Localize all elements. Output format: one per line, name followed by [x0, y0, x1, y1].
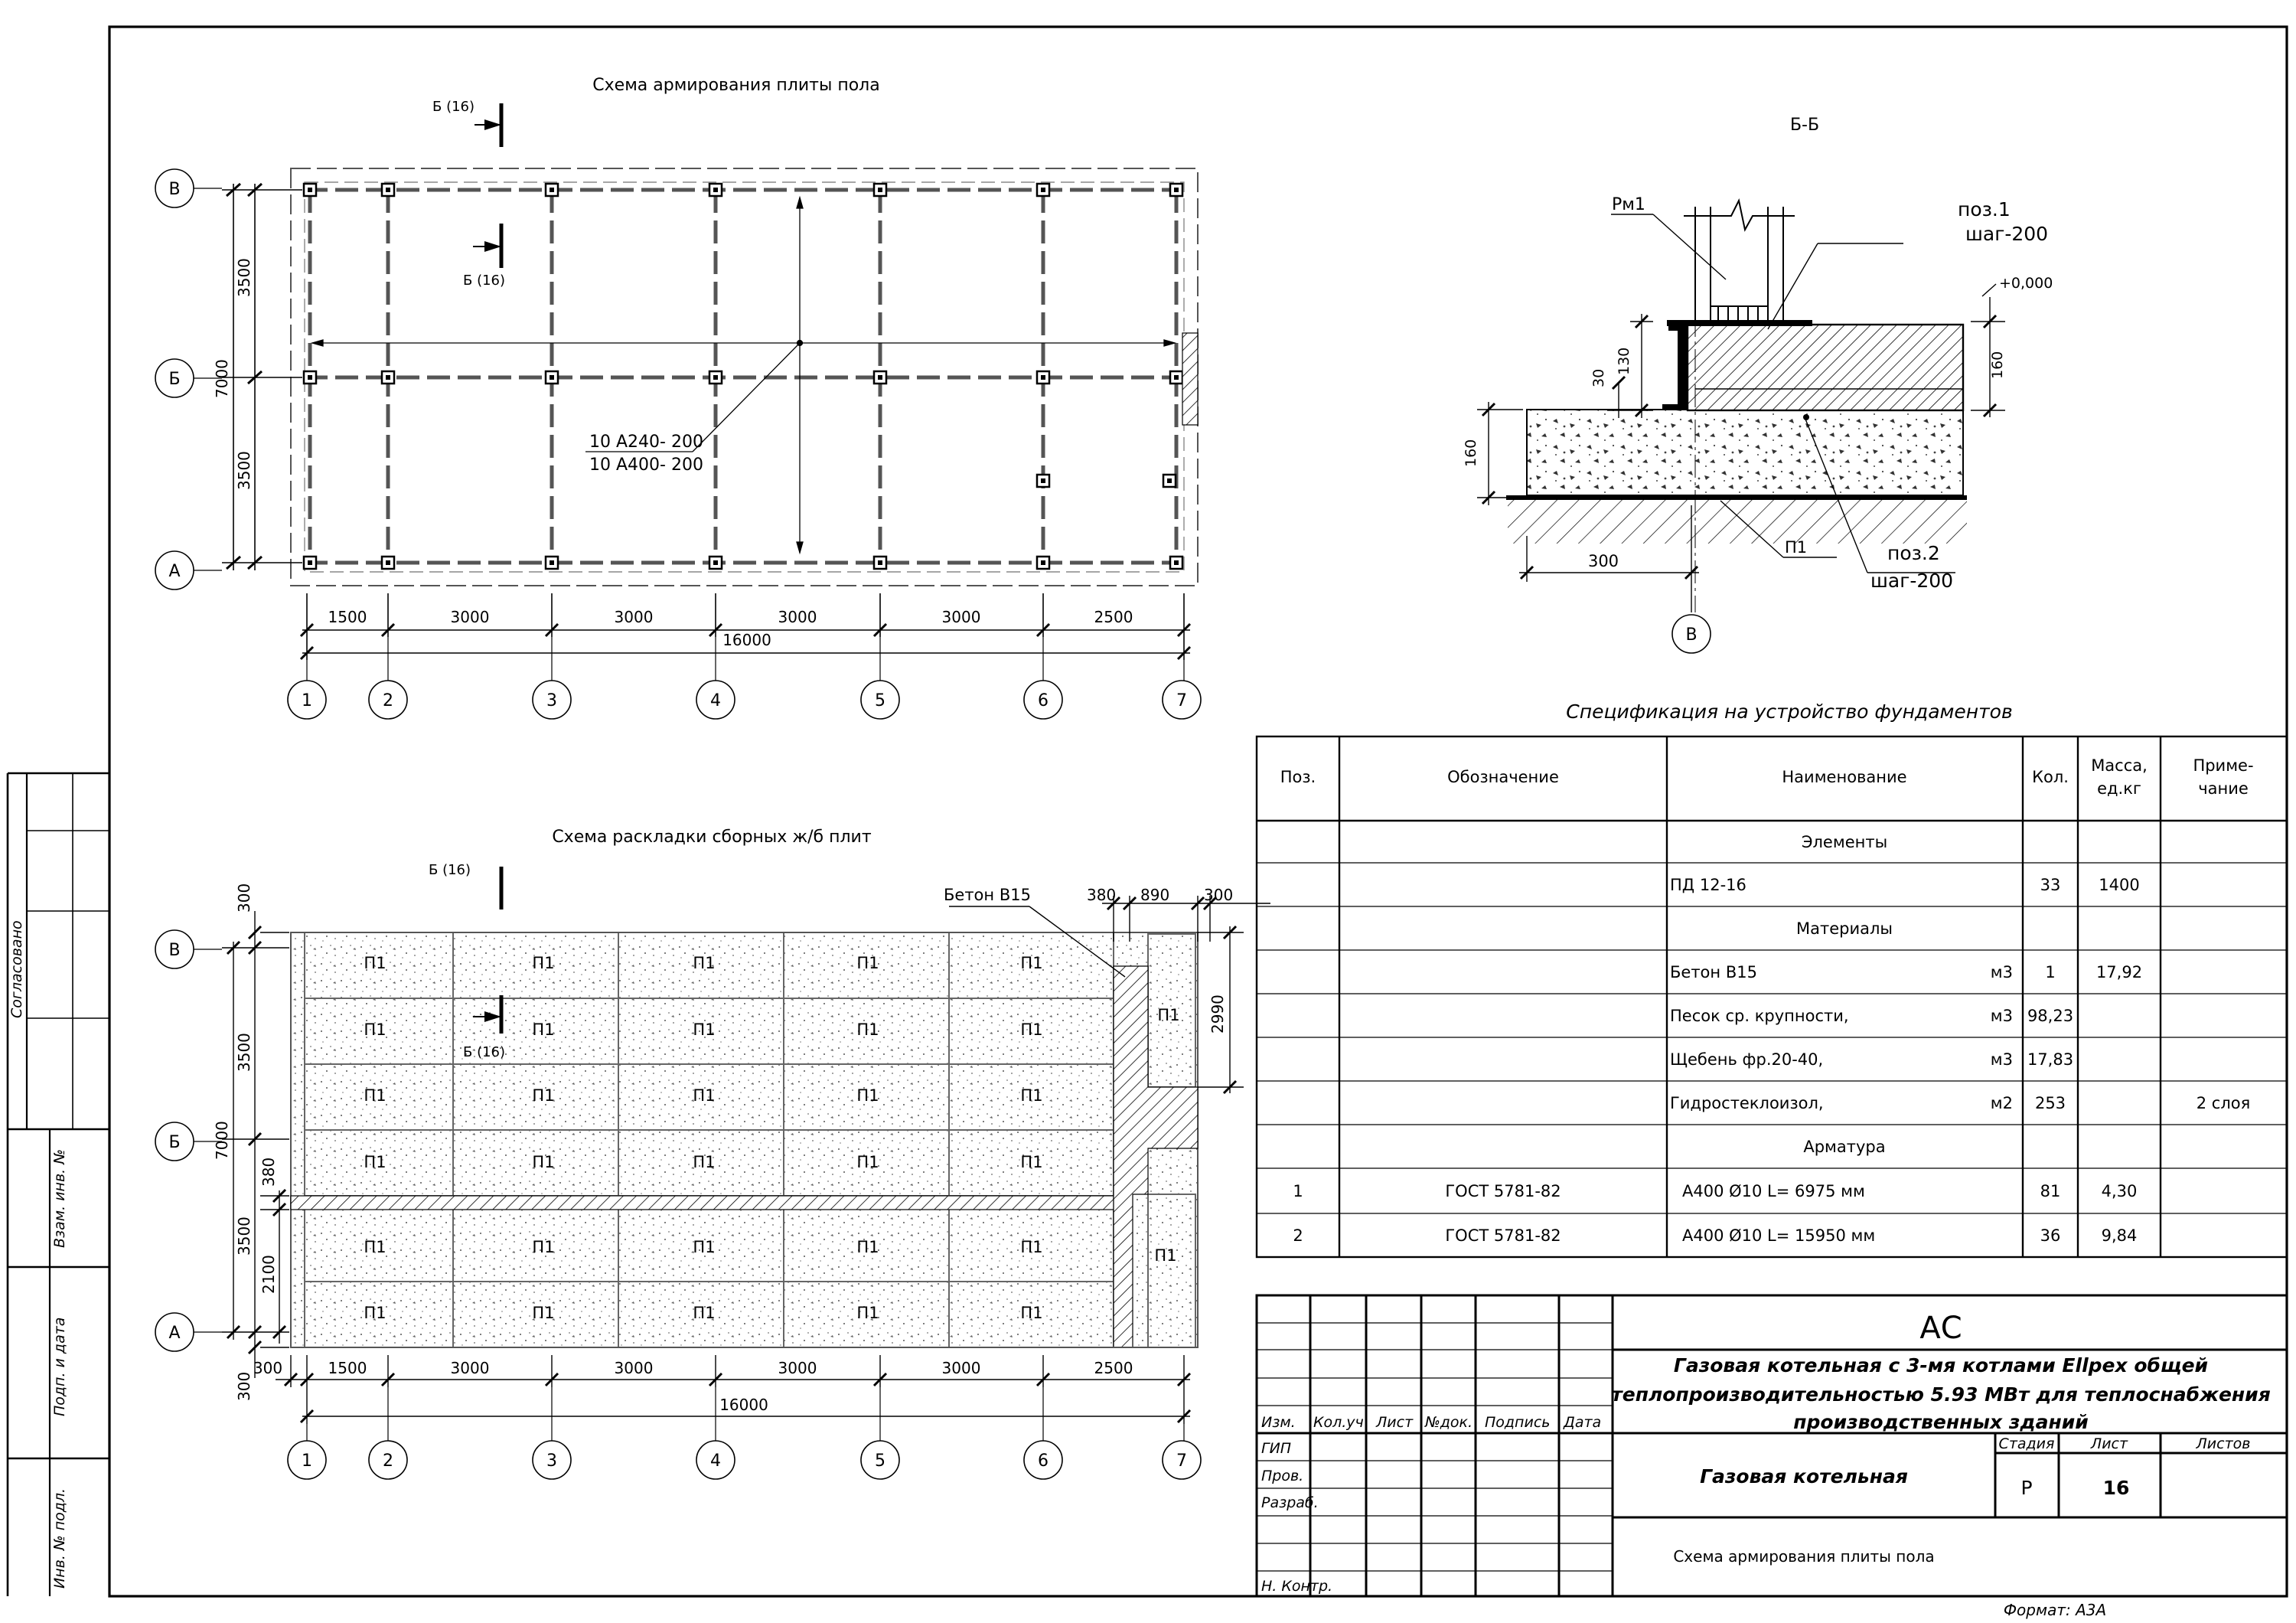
label-pos2: поз.2 — [1887, 542, 1940, 564]
dim-span-2: 3000 — [450, 608, 490, 626]
dim-3500: 3500 — [235, 258, 253, 297]
plan1-title: Схема армирования плиты пола — [592, 76, 880, 95]
row-r1-qty: 81 — [2040, 1182, 2061, 1200]
row-r1-name: А400 Ø10 L= 6975 мм — [1682, 1182, 1865, 1200]
row-hydro-qty: 253 — [2034, 1094, 2066, 1112]
axis-row-b: Б — [168, 370, 181, 389]
dim-30: 30 — [1590, 368, 1607, 387]
row-r1-pos: 1 — [1293, 1182, 1303, 1200]
slab-label: П1 — [1154, 1246, 1177, 1265]
axis-row-v: В — [168, 180, 181, 199]
label-p1: П1 — [1785, 538, 1808, 557]
slab-label: П1 — [1020, 1020, 1043, 1039]
axis-col-5: 5 — [875, 691, 885, 710]
dim-300-top: 300 — [1204, 886, 1234, 904]
slab-label: П1 — [1020, 1304, 1043, 1322]
axis-col-7: 7 — [1176, 691, 1187, 710]
slab-label: П1 — [364, 1238, 386, 1256]
row-r1-designation: ГОСТ 5781-82 — [1445, 1182, 1561, 1200]
row-pd-name: ПД 12-16 — [1670, 876, 1746, 894]
slab-label: П1 — [1020, 1238, 1043, 1256]
stamp-sheet: 16 — [2102, 1477, 2130, 1499]
row-r2-pos: 2 — [1293, 1226, 1303, 1245]
group-materials: Материалы — [1796, 919, 1893, 938]
slab-label: П1 — [364, 1086, 386, 1105]
row-pd-qty: 33 — [2040, 876, 2061, 894]
th-mass-1: Масса, — [2091, 756, 2148, 775]
dim-span-2: 3000 — [450, 1359, 490, 1377]
label-level: +0,000 — [1999, 275, 2053, 292]
dim-380-top: 380 — [1087, 886, 1117, 904]
row-hydro-name: Гидростеклоизол, — [1670, 1094, 1824, 1112]
section-mark-label: Б (16) — [463, 1044, 506, 1060]
rebar-label-2: 10 А400- 200 — [589, 456, 703, 475]
group-elements: Элементы — [1801, 833, 1888, 851]
side-podp: Подп. и дата — [51, 1317, 68, 1416]
axis-col-1: 1 — [302, 1452, 312, 1471]
stamp-sheets-label: Листов — [2196, 1435, 2251, 1452]
section-mark-label: Б (16) — [429, 862, 471, 878]
row-hydro-unit: м2 — [1990, 1094, 2013, 1112]
slab-label: П1 — [693, 1238, 716, 1256]
dim-span-1: 1500 — [328, 608, 367, 626]
axis-col-4: 4 — [710, 691, 721, 710]
slab-label: П1 — [856, 954, 879, 972]
dim-130: 130 — [1616, 347, 1632, 375]
row-gravel-unit: м3 — [1990, 1050, 2013, 1069]
slab-label: П1 — [364, 1153, 386, 1171]
slab-label: П1 — [693, 1086, 716, 1105]
row-sand-qty: 98,23 — [2027, 1007, 2074, 1025]
axis-col-2: 2 — [383, 1452, 393, 1471]
slab-label: П1 — [693, 1153, 716, 1171]
slab-label: П1 — [532, 1238, 555, 1256]
label-rm1: Рм1 — [1612, 195, 1645, 214]
row-gravel-qty: 17,83 — [2027, 1050, 2074, 1069]
label-step2: шаг-200 — [1870, 570, 1954, 592]
axis-col-1: 1 — [302, 691, 312, 710]
stamp-col-date: Дата — [1564, 1414, 1602, 1431]
dim-160-bed: 160 — [1463, 439, 1479, 467]
axis-row-a: А — [168, 562, 181, 581]
dim-300-left: 300 — [235, 883, 253, 913]
stamp-col-sign: Подпись — [1485, 1414, 1551, 1431]
dim-span-4: 3000 — [778, 1359, 817, 1377]
dim-890: 890 — [1140, 886, 1170, 904]
axis-row-v: В — [168, 941, 181, 960]
stamp-project-1: Газовая котельная с 3-мя котлами Ellpex общей — [1673, 1354, 2209, 1376]
slab-label: П1 — [1157, 1006, 1180, 1024]
section-mark-label: Б (16) — [432, 99, 475, 115]
side-inv: Инв. № подл. — [51, 1487, 68, 1589]
slab-label: П1 — [1020, 1086, 1043, 1105]
slab-label: П1 — [532, 1153, 555, 1171]
slab-label: П1 — [364, 954, 386, 972]
row-pd-mass: 1400 — [2099, 876, 2140, 894]
dim-7000: 7000 — [213, 359, 231, 398]
dim-2100: 2100 — [259, 1255, 278, 1294]
slab-label: П1 — [693, 1020, 716, 1039]
dim-7000: 7000 — [213, 1121, 231, 1160]
concrete-label: Бетон В15 — [944, 886, 1031, 904]
section-mark-label: Б (16) — [463, 273, 506, 289]
th-designation: Обозначение — [1447, 768, 1559, 786]
axis-col-3: 3 — [546, 1452, 557, 1471]
dim-span-1: 1500 — [328, 1359, 367, 1377]
plan2-title: Схема раскладки сборных ж/б плит — [552, 828, 872, 847]
slab-label: П1 — [856, 1304, 879, 1322]
stamp-code: АС — [1919, 1311, 1962, 1346]
slab-label: П1 — [532, 954, 555, 972]
group-rebar: Арматура — [1803, 1138, 1886, 1156]
th-pos: Поз. — [1280, 768, 1316, 786]
th-mass-2: ед.кг — [2097, 779, 2141, 798]
dim-span-6: 2500 — [1094, 1359, 1133, 1377]
slab-label: П1 — [364, 1020, 386, 1039]
spec-title: Спецификация на устройство фундаментов — [1566, 700, 2013, 723]
row-gravel-name: Щебень фр.20-40, — [1670, 1050, 1824, 1069]
th-note-1: Приме- — [2193, 756, 2254, 775]
slab-label: П1 — [532, 1020, 555, 1039]
dim-3500-b: 3500 — [235, 1216, 253, 1256]
dim-span-6: 2500 — [1094, 608, 1133, 626]
slab-label: П1 — [532, 1304, 555, 1322]
stamp-project-2: теплопроизводительностью 5.93 МВт для теплоснабжения — [1611, 1383, 2271, 1406]
gravel-bed — [1527, 410, 1963, 495]
axis-row-a: А — [168, 1324, 181, 1343]
slab-label: П1 — [856, 1086, 879, 1105]
row-r2-qty: 36 — [2040, 1226, 2061, 1245]
row-concrete-qty: 1 — [2045, 963, 2056, 981]
axis-col-4: 4 — [710, 1452, 721, 1471]
row-hydro-note: 2 слоя — [2196, 1094, 2251, 1112]
stamp-format: Формат: А3А — [2003, 1601, 2107, 1619]
dim-span-3: 3000 — [614, 608, 654, 626]
dim-span-4: 3000 — [778, 608, 817, 626]
th-note-2: чание — [2198, 779, 2249, 798]
stamp-role-nkontr: Н. Контр. — [1261, 1578, 1333, 1595]
slab-label: П1 — [856, 1238, 879, 1256]
section-axis: В — [1685, 625, 1698, 645]
slab-label: П1 — [693, 1304, 716, 1322]
section-title: Б-Б — [1789, 116, 1820, 135]
stamp-role-prov: Пров. — [1261, 1468, 1304, 1484]
stamp-project-3: производственных зданий — [1793, 1411, 2089, 1433]
row-r2-mass: 9,84 — [2101, 1226, 2138, 1245]
row-concrete-name: Бетон В15 — [1670, 963, 1757, 981]
dim-300-bottom-left: 300 — [235, 1371, 253, 1401]
axis-col-5: 5 — [875, 1452, 885, 1471]
axis-col-6: 6 — [1038, 691, 1049, 710]
stamp-col-kol: Кол.уч — [1313, 1414, 1364, 1431]
stamp-role-gip: ГИП — [1261, 1440, 1292, 1457]
dim-span-5: 3000 — [941, 608, 981, 626]
stamp-sheet-title: Схема армирования плиты пола — [1673, 1547, 1935, 1566]
slab-label: П1 — [364, 1304, 386, 1322]
stamp-col-ndoc: №док. — [1425, 1414, 1473, 1431]
axis-col-7: 7 — [1176, 1452, 1187, 1471]
slab-label: П1 — [1020, 954, 1043, 972]
slab-label: П1 — [1020, 1153, 1043, 1171]
stamp-stage-label: Стадия — [1998, 1435, 2055, 1452]
label-step1: шаг-200 — [1965, 223, 2049, 245]
side-vzam: Взам. инв. № — [51, 1148, 68, 1248]
floor-slab — [1688, 325, 1963, 410]
stamp-stage: Р — [2020, 1477, 2033, 1499]
slab-label: П1 — [856, 1153, 879, 1171]
dim-span-5: 3000 — [941, 1359, 981, 1377]
row-concrete-mass: 17,92 — [2095, 963, 2143, 981]
slab-label: П1 — [532, 1086, 555, 1105]
dim-3500: 3500 — [235, 451, 253, 490]
dim-span-3: 3000 — [614, 1359, 654, 1377]
side-agreed: Согласовано — [8, 920, 25, 1018]
stamp-sheet-label: Лист — [2090, 1435, 2128, 1452]
dim-3500: 3500 — [235, 1033, 253, 1072]
stamp-col-list: Лист — [1376, 1414, 1414, 1431]
axis-col-2: 2 — [383, 691, 393, 710]
dim-2990: 2990 — [1208, 994, 1227, 1034]
row-sand-unit: м3 — [1990, 1007, 2013, 1025]
slab-label: П1 — [693, 954, 716, 972]
slab-label: П1 — [856, 1020, 879, 1039]
dim-total: 16000 — [722, 631, 771, 649]
dim-160-slab: 160 — [1989, 351, 2006, 379]
stamp-col-izm: Изм. — [1261, 1414, 1296, 1431]
axis-row-b: Б — [168, 1133, 181, 1152]
th-qty: Кол. — [2032, 768, 2069, 786]
rebar-label-1: 10 А240- 200 — [589, 433, 703, 452]
row-concrete-unit: м3 — [1990, 963, 2013, 981]
axis-col-3: 3 — [546, 691, 557, 710]
row-r1-mass: 4,30 — [2101, 1182, 2138, 1200]
stamp-role-razrab: Разраб. — [1261, 1494, 1319, 1511]
row-r2-name: А400 Ø10 L= 15950 мм — [1682, 1226, 1876, 1245]
dim-300: 300 — [1587, 552, 1619, 570]
label-pos1: поз.1 — [1958, 198, 2011, 220]
th-name: Наименование — [1782, 768, 1907, 786]
dim-total: 16000 — [719, 1396, 768, 1414]
stamp-object: Газовая котельная — [1700, 1465, 1908, 1487]
axis-col-6: 6 — [1038, 1452, 1049, 1471]
dim-380-left: 380 — [259, 1157, 278, 1187]
row-sand-name: Песок ср. крупности, — [1670, 1007, 1849, 1025]
dim-300-bottom: 300 — [253, 1359, 283, 1377]
row-r2-designation: ГОСТ 5781-82 — [1445, 1226, 1561, 1245]
